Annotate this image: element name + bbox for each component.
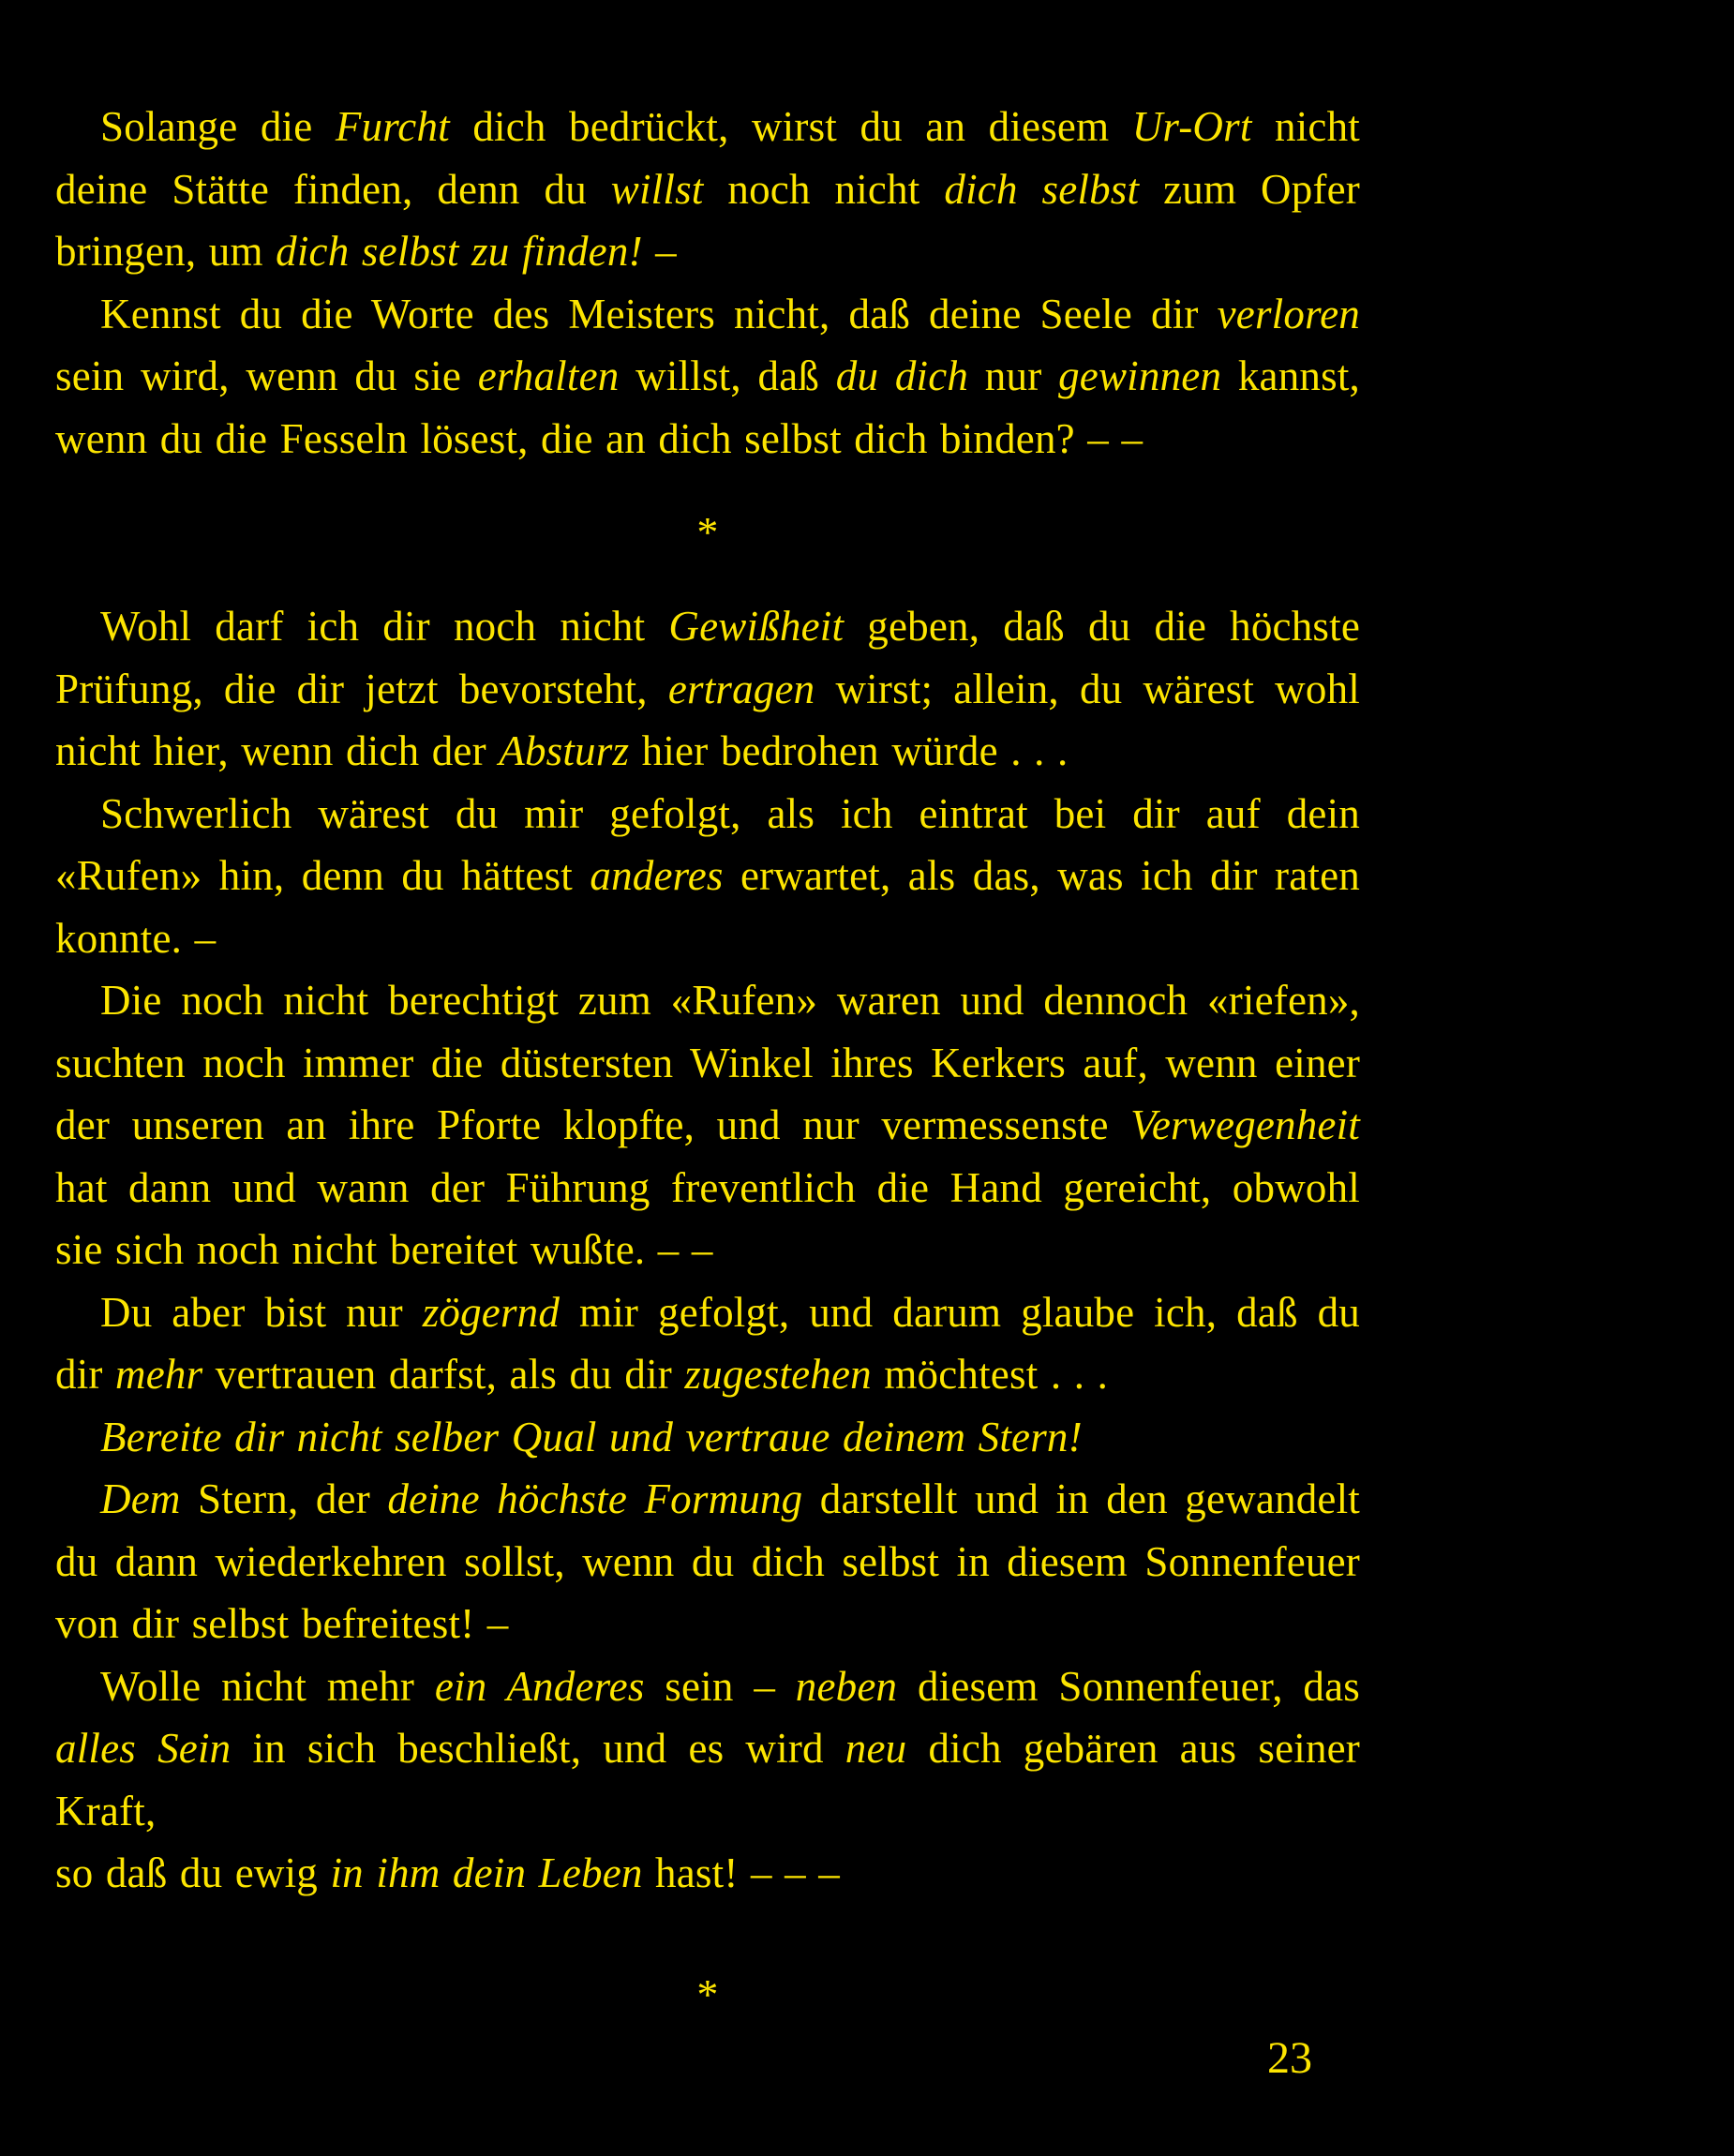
text-run: von dir selbst befreitest! – xyxy=(55,1600,509,1647)
text-line xyxy=(55,408,1360,471)
text-run: Dem xyxy=(100,1475,181,1522)
text-line xyxy=(55,158,1360,221)
text-line xyxy=(55,1219,1360,1281)
text-run: dich gebären aus seiner Kraft, xyxy=(55,1725,1360,1834)
text-line xyxy=(55,1531,1360,1594)
text-line xyxy=(55,1157,1360,1220)
text-run: willst, daß xyxy=(619,352,836,399)
text-line xyxy=(55,1032,1360,1095)
text-run: diesem Sonnenfeuer, das xyxy=(897,1662,1360,1710)
text-line xyxy=(55,220,1360,283)
text-run: Die noch nicht berechtigt zum «Rufen» waren und dennoch «riefen», xyxy=(100,977,1360,1024)
text-run: Wohl darf ich dir noch nicht xyxy=(100,603,669,650)
text-line xyxy=(55,658,1360,721)
text-run: Schwerlich wärest du mir gefolgt, als ich eintrat bei dir auf dein xyxy=(100,789,1360,837)
page-number: 23 xyxy=(1267,2033,1312,2083)
text-run: dich selbst zu finden! xyxy=(276,228,643,275)
text-run: sein wird, wenn du sie xyxy=(55,352,478,399)
text-run: Absturz xyxy=(499,727,630,774)
text-run: vertrauen darfst, als du dir xyxy=(202,1351,685,1398)
text-run: mir gefolgt, und darum glaube ich, daß du xyxy=(560,1288,1360,1336)
text-run: Wolle nicht mehr xyxy=(100,1662,435,1710)
text-run: in ihm dein Leben xyxy=(330,1849,643,1896)
text-run: noch nicht xyxy=(703,165,945,213)
text-run: wirst; allein, du wärest wohl xyxy=(815,665,1360,712)
text-run: deine Stätte finden, denn du xyxy=(55,165,611,213)
text-run: mehr xyxy=(115,1351,203,1398)
text-run: nicht xyxy=(1251,103,1360,150)
text-run: willst xyxy=(610,165,704,213)
text-run: bringen, um xyxy=(55,228,277,275)
text-run: du dann wiederkehren sollst, wenn du dich selbst in diesem Sonnenfeuer xyxy=(55,1537,1360,1585)
text-line xyxy=(55,720,1360,783)
text-run: Stern, der xyxy=(180,1475,388,1522)
text-line xyxy=(55,1842,1360,1905)
asterisk-separator-icon: * xyxy=(696,1969,719,2018)
text-run: Bereite dir nicht selber Qual und vertraue deinem Stern! xyxy=(100,1413,1083,1460)
text-run: Verwegenheit xyxy=(1130,1101,1360,1148)
text-run: geben, daß du die höchste xyxy=(844,603,1360,650)
text-run: möchtest . . . xyxy=(871,1351,1109,1398)
text-line xyxy=(55,1281,1360,1344)
text-run: erwartet, als das, was ich dir raten xyxy=(723,852,1360,899)
text-run: Du aber bist nur xyxy=(100,1288,423,1336)
text-line xyxy=(55,283,1360,346)
text-run: in sich beschließt, und es wird xyxy=(231,1725,845,1772)
text-run: Furcht xyxy=(335,103,450,150)
text-run: nur xyxy=(968,352,1059,399)
text-run: zögernd xyxy=(422,1288,561,1336)
text-line xyxy=(55,1468,1360,1531)
text-line xyxy=(55,907,1360,970)
text-run: dich bedrückt, wirst du an diesem xyxy=(449,103,1132,150)
text-line xyxy=(55,345,1360,408)
text-run: anderes xyxy=(590,852,724,899)
text-column xyxy=(55,96,1360,2085)
text-run: Kennst du die Worte des Meisters nicht, daß deine Seele dir xyxy=(100,290,1218,337)
text-line xyxy=(55,1094,1360,1157)
text-run: – xyxy=(642,228,677,275)
text-run: neu xyxy=(845,1725,907,1772)
text-run: Prüfung, die dir jetzt bevorsteht, xyxy=(55,665,668,712)
text-run: du dich xyxy=(835,352,969,399)
text-run: deine höchste Formung xyxy=(387,1475,803,1522)
text-run: so daß du ewig xyxy=(55,1849,331,1896)
text-run: hast! – – – xyxy=(642,1849,840,1896)
text-run: hat dann und wann der Führung freventlich die Hand gereicht, obwohl xyxy=(55,1163,1360,1211)
text-run: zugestehen xyxy=(684,1351,872,1398)
text-run: darstellt und in den gewandelt xyxy=(802,1475,1360,1522)
text-line xyxy=(55,1717,1360,1842)
section-separator xyxy=(55,1905,1360,2085)
text-line xyxy=(55,845,1360,907)
text-run: Ur-Ort xyxy=(1131,103,1252,150)
text-run: neben xyxy=(795,1662,898,1710)
text-run: dich selbst xyxy=(944,165,1140,213)
text-run: sein – xyxy=(644,1662,796,1710)
text-line xyxy=(55,783,1360,846)
text-run: der unseren an ihre Pforte klopfte, und nur vermessenste xyxy=(55,1101,1131,1148)
text-run: ertragen xyxy=(667,665,815,712)
section-separator xyxy=(55,470,1360,595)
text-run: erhalten xyxy=(477,352,620,399)
text-line xyxy=(55,595,1360,658)
text-run: suchten noch immer die düstersten Winkel ihres Kerkers auf, wenn einer xyxy=(55,1039,1360,1086)
text-run: wenn du die Fesseln lösest, die an dich selbst dich binden? – – xyxy=(55,414,1144,462)
text-line xyxy=(55,96,1360,158)
text-line xyxy=(55,1343,1360,1406)
text-run: zum Opfer xyxy=(1139,165,1360,213)
text-run: Gewißheit xyxy=(668,603,845,650)
text-run: dir xyxy=(55,1351,116,1398)
asterisk-separator-icon: * xyxy=(696,508,719,556)
text-run: «Rufen» hin, denn du hättest xyxy=(55,852,590,899)
text-run: konnte. – xyxy=(55,914,217,962)
text-run: ein Anderes xyxy=(434,1662,645,1710)
text-line xyxy=(55,1593,1360,1655)
text-run: alles Sein xyxy=(55,1725,232,1772)
text-run: sie sich noch nicht bereitet wußte. – – xyxy=(55,1226,713,1273)
text-run: Solange die xyxy=(100,103,336,150)
text-line xyxy=(55,1406,1360,1469)
text-run: verloren xyxy=(1217,290,1360,337)
text-run: hier bedrohen würde . . . xyxy=(629,727,1069,774)
text-run: nicht hier, wenn dich der xyxy=(55,727,500,774)
text-run: gewinnen xyxy=(1058,352,1222,399)
text-line xyxy=(55,969,1360,1032)
text-line xyxy=(55,1655,1360,1718)
text-run: kannst, xyxy=(1221,352,1360,399)
